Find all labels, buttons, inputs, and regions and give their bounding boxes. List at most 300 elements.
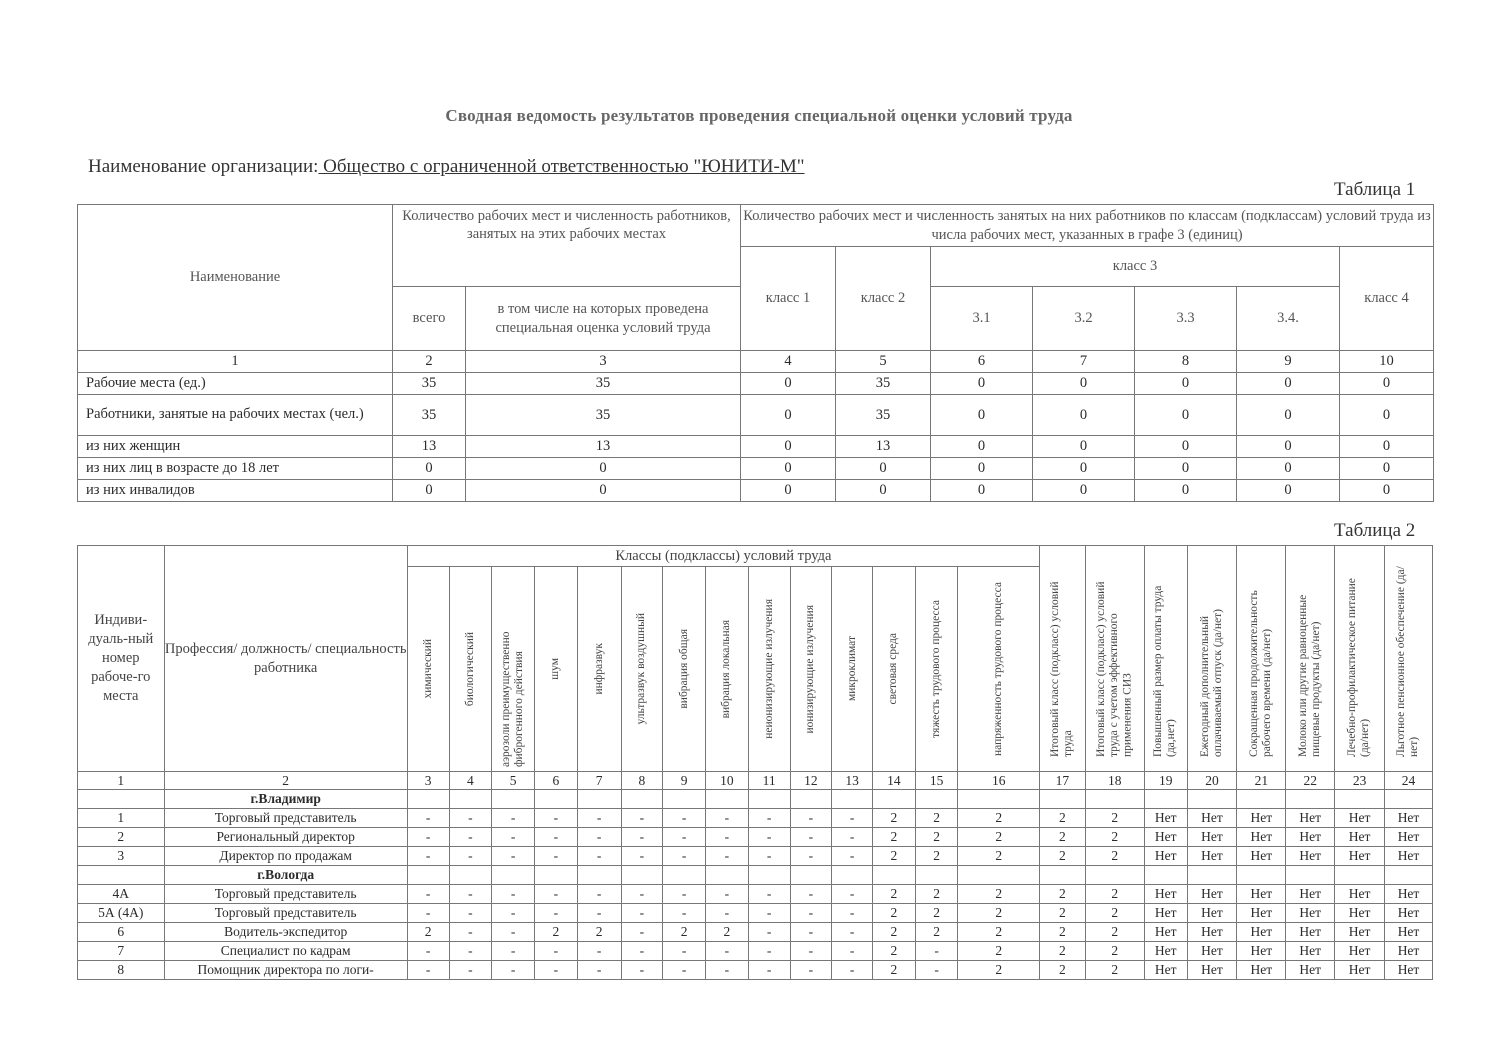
table-row (78, 847, 1433, 866)
t2-cell: 2 (1085, 923, 1144, 942)
t2-header-extra (1237, 546, 1286, 772)
t2-cell: - (535, 942, 578, 961)
t2-cell (1085, 790, 1144, 809)
t2-cell: 2 (915, 809, 958, 828)
t1-cell: 0 (1340, 395, 1434, 436)
t1-cell: 0 (836, 458, 931, 480)
organization-name: Общество с ограниченной ответственностью "ЮНИТИ-М" (318, 156, 805, 177)
t2-cell: - (706, 961, 749, 980)
table-row (78, 904, 1433, 923)
t2-cell: Нет (1335, 847, 1385, 866)
t2-header-extra (1187, 546, 1237, 772)
t2-cell: - (748, 809, 790, 828)
t2-factor-label: неионизирующие излучения (762, 599, 775, 739)
t1-cell: 0 (741, 373, 836, 395)
t2-cell: Нет (1144, 942, 1187, 961)
t2-cell (78, 790, 165, 809)
t2-extra-label: Сокращенная продолжительность рабочего времени (да/нет) (1248, 589, 1274, 757)
t2-cell: - (790, 847, 832, 866)
t2-cell (706, 790, 749, 809)
t2-cell: Нет (1335, 828, 1385, 847)
t2-cell: - (621, 904, 663, 923)
t2-factor-label: аэрозоли преимущественно фиброгенного действия (499, 631, 526, 767)
t2-cell (663, 866, 706, 885)
t1-row-label: из них лиц в возрасте до 18 лет (78, 458, 393, 480)
t2-cell: - (663, 904, 706, 923)
t2-cell: 2 (1085, 904, 1144, 923)
t1-header-3-2: 3.2 (1033, 287, 1135, 351)
t2-cell (1335, 790, 1385, 809)
t1-cell: 0 (931, 480, 1033, 502)
t2-colnum: 11 (748, 772, 790, 790)
t1-row-label: Работники, занятые на рабочих местах (чел.) (78, 395, 393, 436)
t1-cell: 0 (836, 480, 931, 502)
t2-cell: 2 (872, 885, 915, 904)
t2-cell: Нет (1385, 923, 1433, 942)
table-row (78, 942, 1433, 961)
t1-cell: 0 (1033, 436, 1135, 458)
t1-cell: 0 (466, 458, 741, 480)
t2-column-numbers-row (78, 772, 1433, 790)
t2-cell: - (790, 942, 832, 961)
t2-header-extra (1144, 546, 1187, 772)
t2-colnum: 15 (915, 772, 958, 790)
t2-cell: 2 (958, 923, 1040, 942)
t2-cell: - (706, 847, 749, 866)
t2-cell: - (706, 809, 749, 828)
t2-cell: - (915, 942, 958, 961)
t1-header-class3: класс 3 (931, 247, 1340, 287)
t2-cell (790, 866, 832, 885)
t2-colnum: 10 (706, 772, 749, 790)
t2-cell: Нет (1187, 923, 1237, 942)
t1-cell: 35 (393, 373, 466, 395)
t2-cell: - (790, 885, 832, 904)
t2-cell: Нет (1286, 942, 1335, 961)
t2-cell: - (407, 942, 449, 961)
t2-cell: Нет (1385, 809, 1433, 828)
t1-header-classes-group: Количество рабочих мест и численность занятых на них работников по классам (подклассам) условий труда из числа рабочих мест, указанных в графе 3 (единиц) (741, 205, 1434, 247)
t1-cell: 13 (393, 436, 466, 458)
t2-cell: Нет (1335, 923, 1385, 942)
t2-factor-label: инфразвук (592, 643, 605, 695)
t2-cell: - (832, 828, 873, 847)
t2-header-factor (872, 567, 915, 772)
t1-colnum: 2 (393, 351, 466, 373)
t1-colnum: 9 (1237, 351, 1340, 373)
t2-cell: Нет (1237, 904, 1286, 923)
t1-cell: 0 (1340, 436, 1434, 458)
t2-cell: - (663, 847, 706, 866)
t2-cell: 2 (958, 828, 1040, 847)
t2-cell: 2 (1085, 847, 1144, 866)
t2-cell (449, 866, 492, 885)
t2-cell: - (621, 809, 663, 828)
t1-header-3-3: 3.3 (1135, 287, 1237, 351)
t2-cell: - (449, 923, 492, 942)
t2-cell: Нет (1187, 809, 1237, 828)
t2-cell: - (577, 961, 621, 980)
t2-cell (407, 790, 449, 809)
t2-cell: - (748, 904, 790, 923)
t2-cell: Нет (1385, 885, 1433, 904)
t2-cell (1187, 790, 1237, 809)
t2-cell: 2 (706, 923, 749, 942)
t2-colnum: 6 (535, 772, 578, 790)
t2-cell: - (621, 942, 663, 961)
t2-factor-label: тяжесть трудового процесса (930, 600, 942, 738)
t2-cell: - (449, 904, 492, 923)
t2-cell: Нет (1144, 809, 1187, 828)
t2-cell: 2 (1085, 885, 1144, 904)
t2-cell: - (492, 904, 535, 923)
t2-cell: 2 (958, 961, 1040, 980)
t2-cell: 2 (663, 923, 706, 942)
t2-colnum: 17 (1039, 772, 1085, 790)
t2-cell: - (535, 828, 578, 847)
t1-row-women (78, 436, 1434, 458)
t2-cell (748, 866, 790, 885)
t2-colnum: 24 (1385, 772, 1433, 790)
t2-cell: Нет (1187, 942, 1237, 961)
t2-cell (535, 790, 578, 809)
t2-cell: - (748, 942, 790, 961)
t2-cell (1237, 866, 1286, 885)
t2-header-extra (1385, 546, 1433, 772)
t2-header-factor (748, 567, 790, 772)
t2-factor-label: вибрация общая (677, 629, 690, 709)
t2-factor-label: шум (549, 658, 562, 680)
t1-cell: 0 (466, 480, 741, 502)
t1-cell: 0 (1237, 436, 1340, 458)
table-row (78, 885, 1433, 904)
t2-workplace-id: 2 (78, 828, 165, 847)
t2-cell: 2 (1085, 809, 1144, 828)
t1-cell: 0 (1135, 373, 1237, 395)
t2-factor-label: микроклимат (845, 636, 858, 702)
t1-cell: 0 (931, 395, 1033, 436)
t2-cell: 2 (958, 847, 1040, 866)
t2-extra-label: Итоговый класс (подкласс) условий труда с учетом эффективного применения СИЗ (1094, 581, 1134, 757)
organization-label: Наименование организации: (88, 156, 319, 177)
t2-cell: - (832, 885, 873, 904)
t2-cell: - (535, 809, 578, 828)
organization-line (88, 156, 805, 178)
t2-cell (1144, 866, 1187, 885)
t1-row-label: из них инвалидов (78, 480, 393, 502)
t2-cell: - (790, 809, 832, 828)
t2-colnum: 16 (958, 772, 1040, 790)
t2-cell: Нет (1286, 828, 1335, 847)
t2-cell: - (535, 885, 578, 904)
t2-cell: Нет (1335, 961, 1385, 980)
t2-cell: Нет (1144, 885, 1187, 904)
t1-cell: 0 (1135, 458, 1237, 480)
t2-cell: - (706, 904, 749, 923)
table-row (78, 923, 1433, 942)
t2-colnum: 5 (492, 772, 535, 790)
t2-cell: Нет (1286, 809, 1335, 828)
t2-profession: Специалист по кадрам (164, 942, 407, 961)
t2-header-factor (706, 567, 749, 772)
t2-cell (872, 866, 915, 885)
t2-cell: - (449, 809, 492, 828)
t2-cell (492, 790, 535, 809)
t2-city-name: г.Вологда (164, 866, 407, 885)
t2-cell (449, 790, 492, 809)
t2-colnum: 2 (164, 772, 407, 790)
t2-header-extra (1335, 546, 1385, 772)
t2-cell: 2 (1039, 923, 1085, 942)
t1-cell: 0 (1033, 373, 1135, 395)
t2-cell: - (621, 828, 663, 847)
t1-column-numbers-row (78, 351, 1434, 373)
t2-header-factor (577, 567, 621, 772)
t1-cell: 0 (1033, 458, 1135, 480)
t2-cell: Нет (1187, 885, 1237, 904)
t1-cell: 0 (741, 480, 836, 502)
t2-cell: 2 (1039, 809, 1085, 828)
t2-cell (577, 790, 621, 809)
t2-cell: - (663, 809, 706, 828)
t2-cell: 2 (1039, 828, 1085, 847)
t2-cell: Нет (1385, 961, 1433, 980)
t1-colnum: 8 (1135, 351, 1237, 373)
t2-factor-label: вибрация локальная (720, 619, 733, 719)
t2-cell (1385, 790, 1433, 809)
t1-cell: 35 (836, 395, 931, 436)
t2-colnum: 22 (1286, 772, 1335, 790)
t2-cell: - (492, 828, 535, 847)
t2-cell: - (577, 885, 621, 904)
t2-colnum: 14 (872, 772, 915, 790)
t2-cell: Нет (1385, 942, 1433, 961)
t2-profession: Региональный директор (164, 828, 407, 847)
t2-factor-label: ионизирующие излучения (804, 604, 817, 734)
t1-cell: 0 (393, 480, 466, 502)
t2-header-factor (663, 567, 706, 772)
t2-cell: Нет (1286, 961, 1335, 980)
table-row (78, 809, 1433, 828)
t1-colnum: 3 (466, 351, 741, 373)
t2-cell: - (577, 942, 621, 961)
t2-cell (407, 866, 449, 885)
t2-extra-label: Льготное пенсионное обеспечение (да/нет) (1395, 565, 1421, 757)
t2-cell: - (832, 847, 873, 866)
t1-cell: 0 (741, 436, 836, 458)
t2-cell (1144, 790, 1187, 809)
t2-cell: - (915, 961, 958, 980)
t2-cell: - (449, 942, 492, 961)
t2-colnum: 4 (449, 772, 492, 790)
t2-cell: - (832, 942, 873, 961)
t1-cell: 13 (466, 436, 741, 458)
t2-cell (577, 866, 621, 885)
t1-cell: 0 (1237, 395, 1340, 436)
t1-header-class2: класс 2 (836, 247, 931, 351)
t2-cell: Нет (1144, 847, 1187, 866)
t2-cell: 2 (915, 923, 958, 942)
t1-cell: 0 (1135, 395, 1237, 436)
t2-cell: - (449, 847, 492, 866)
t2-cell: Нет (1187, 847, 1237, 866)
t2-cell: 2 (915, 847, 958, 866)
t2-cell: - (790, 961, 832, 980)
summary-table (77, 204, 1434, 502)
t2-profession: Торговый представитель (164, 885, 407, 904)
t2-cell: - (748, 847, 790, 866)
t2-profession: Помощник директора по логи- (164, 961, 407, 980)
t2-cell (790, 790, 832, 809)
t2-cell: 2 (407, 923, 449, 942)
t2-cell (1237, 790, 1286, 809)
t2-header-factor (832, 567, 873, 772)
t1-cell: 0 (741, 458, 836, 480)
t2-cell (832, 790, 873, 809)
t2-cell: - (663, 885, 706, 904)
t2-cell (958, 866, 1040, 885)
t2-header-extra (1039, 546, 1085, 772)
t2-extra-label: Лечебно-профилактическое питание (да/нет) (1346, 577, 1372, 757)
t2-header-profession: Профессия/ должность/ специальность работника (164, 546, 407, 772)
t2-cell: - (407, 809, 449, 828)
t2-cell: - (535, 847, 578, 866)
t2-header-factor (790, 567, 832, 772)
t2-cell: - (577, 809, 621, 828)
t2-cell: Нет (1286, 847, 1335, 866)
t2-cell: - (663, 961, 706, 980)
t2-cell: Нет (1144, 923, 1187, 942)
t2-cell: - (407, 904, 449, 923)
t2-cell: Нет (1286, 885, 1335, 904)
t2-cell (492, 866, 535, 885)
t2-cell: - (748, 885, 790, 904)
t2-colnum: 3 (407, 772, 449, 790)
t2-cell: Нет (1237, 847, 1286, 866)
t2-cell: 2 (958, 809, 1040, 828)
t2-cell: - (577, 847, 621, 866)
t2-cell: 2 (915, 904, 958, 923)
t1-cell: 35 (393, 395, 466, 436)
t2-cell: 2 (577, 923, 621, 942)
table-row (78, 961, 1433, 980)
t2-cell: Нет (1187, 904, 1237, 923)
t2-cell (1286, 866, 1335, 885)
t2-cell: - (706, 942, 749, 961)
t2-header-factor (621, 567, 663, 772)
t2-cell: - (663, 828, 706, 847)
t2-cell: Нет (1385, 828, 1433, 847)
t2-cell (1039, 790, 1085, 809)
t2-cell: - (449, 961, 492, 980)
t2-cell: - (492, 923, 535, 942)
t2-cell: Нет (1144, 904, 1187, 923)
t2-cell: 2 (872, 809, 915, 828)
t1-cell: 0 (1135, 480, 1237, 502)
t2-header-extra (1085, 546, 1144, 772)
t2-cell: - (748, 923, 790, 942)
t2-header-id: Индиви-дуаль-ный номер рабоче-го места (78, 546, 165, 772)
t2-city-name: г.Владимир (164, 790, 407, 809)
t2-cell (1187, 866, 1237, 885)
t2-extra-label: Повышенный размер оплаты труда (да,нет) (1152, 585, 1178, 757)
t2-cell: Нет (1335, 885, 1385, 904)
t2-cell (706, 866, 749, 885)
t1-header-total: всего (393, 287, 466, 351)
t2-cell: - (832, 923, 873, 942)
t1-cell: 0 (1135, 436, 1237, 458)
t2-colnum: 13 (832, 772, 873, 790)
t2-cell: - (492, 885, 535, 904)
t2-cell: - (748, 828, 790, 847)
t2-cell (663, 790, 706, 809)
t2-cell: 2 (958, 885, 1040, 904)
t1-cell: 0 (1033, 480, 1135, 502)
t2-cell: Нет (1237, 961, 1286, 980)
t1-cell: 0 (1237, 458, 1340, 480)
t2-cell: 2 (872, 923, 915, 942)
t2-profession: Торговый представитель (164, 904, 407, 923)
t1-cell: 35 (466, 395, 741, 436)
t2-header-factor (958, 567, 1040, 772)
t2-cell (915, 790, 958, 809)
t2-cell (748, 790, 790, 809)
t2-cell: - (790, 904, 832, 923)
t1-cell: 0 (1340, 480, 1434, 502)
t2-cell: Нет (1335, 942, 1385, 961)
t2-cell: 2 (1085, 828, 1144, 847)
t2-factor-label: биологический (463, 631, 476, 707)
t2-colnum: 18 (1085, 772, 1144, 790)
t2-cell: - (621, 961, 663, 980)
t2-cell: - (663, 942, 706, 961)
t2-colnum: 9 (663, 772, 706, 790)
t2-profession: Торговый представитель (164, 809, 407, 828)
t1-cell: 0 (931, 373, 1033, 395)
t2-cell: - (748, 961, 790, 980)
t2-cell: - (621, 885, 663, 904)
t2-cell: Нет (1237, 828, 1286, 847)
t2-cell: 2 (535, 923, 578, 942)
t2-cell: 2 (872, 942, 915, 961)
t2-cell: - (535, 904, 578, 923)
t1-row-under18 (78, 458, 1434, 480)
t2-cell: Нет (1144, 828, 1187, 847)
t2-cell: Нет (1187, 828, 1237, 847)
t2-cell (872, 790, 915, 809)
t2-extra-label: Итоговый класс (подкласс) условий труда (1049, 581, 1075, 757)
t1-colnum: 7 (1033, 351, 1135, 373)
t2-workplace-id: 5А (4А) (78, 904, 165, 923)
t1-header-count-group: Количество рабочих мест и численность работников, занятых на этих рабочих местах (393, 205, 741, 287)
t2-cell: - (492, 942, 535, 961)
t2-header-extra (1286, 546, 1335, 772)
t2-colnum: 7 (577, 772, 621, 790)
t2-cell: - (407, 885, 449, 904)
t2-workplace-id: 3 (78, 847, 165, 866)
t2-colnum: 21 (1237, 772, 1286, 790)
t2-cell: - (449, 885, 492, 904)
t1-colnum: 10 (1340, 351, 1434, 373)
t2-cell: 2 (1085, 961, 1144, 980)
t2-cell: 2 (872, 828, 915, 847)
t1-cell: 13 (836, 436, 931, 458)
t1-row-workplaces (78, 373, 1434, 395)
t2-cell (78, 866, 165, 885)
t2-cell: 2 (915, 828, 958, 847)
t2-colnum: 19 (1144, 772, 1187, 790)
t1-cell: 0 (1237, 373, 1340, 395)
